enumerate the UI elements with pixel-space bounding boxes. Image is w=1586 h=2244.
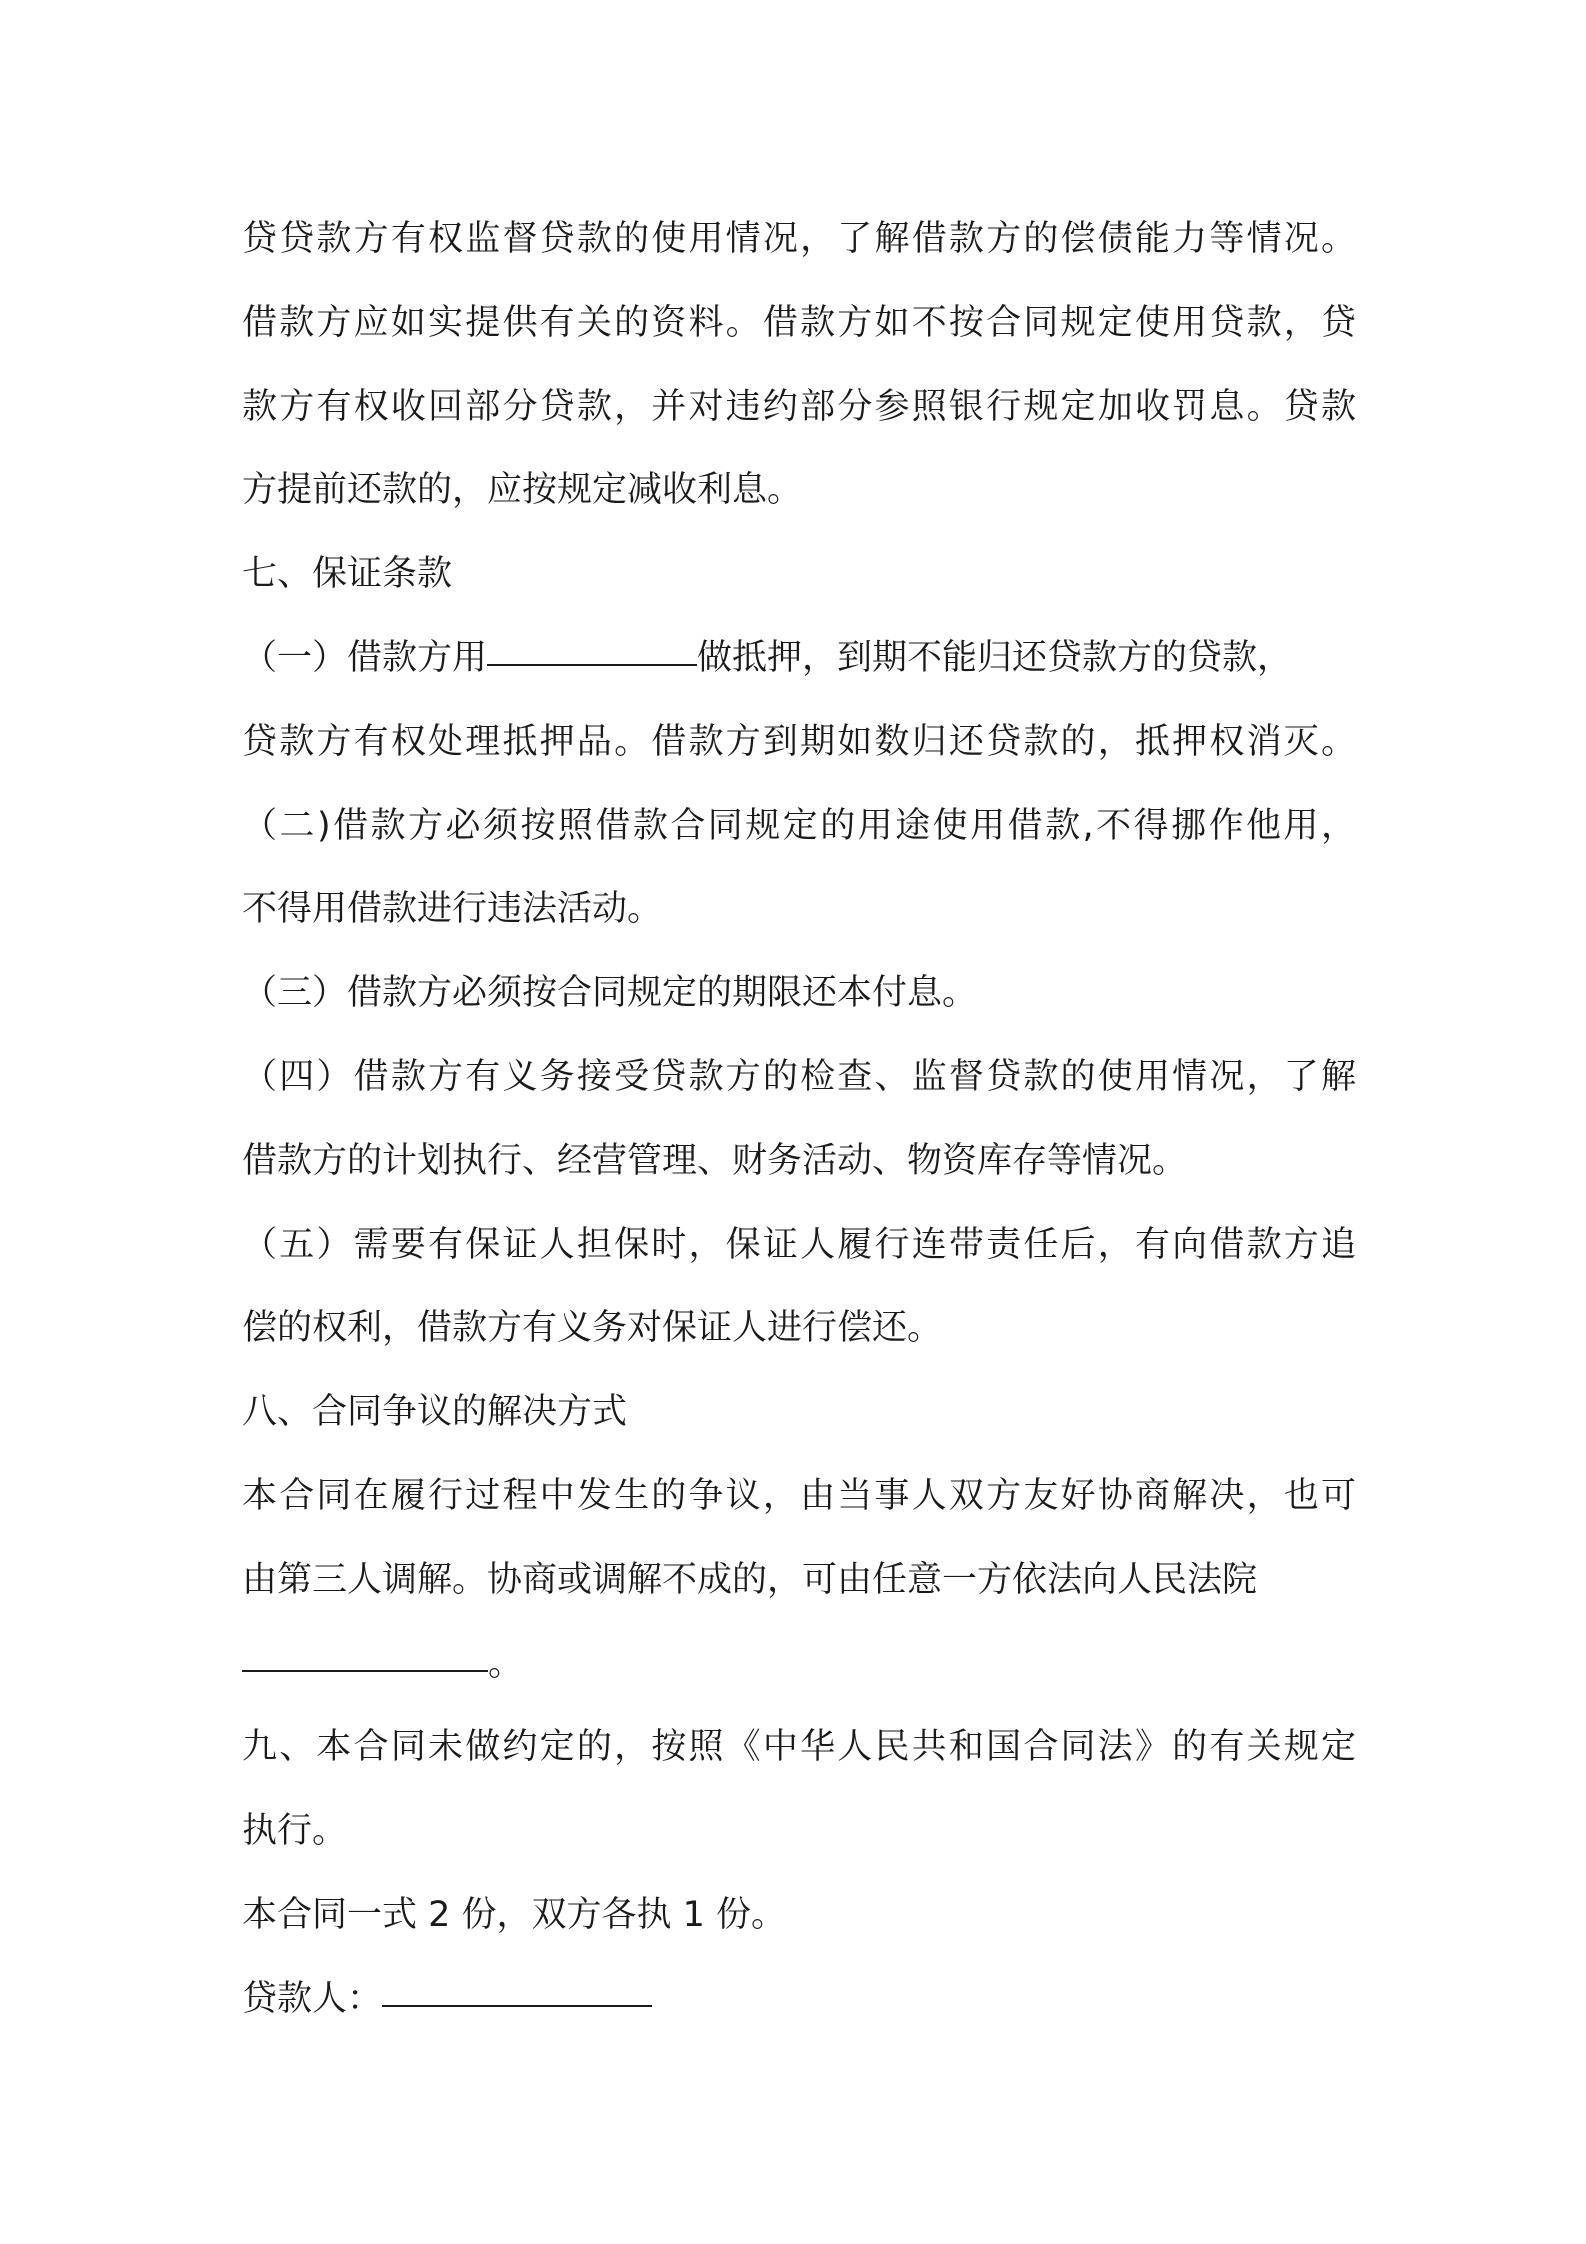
contract-body bbox=[242, 198, 1356, 2042]
paragraph-line: 贷贷款方有权监督贷款的使用情况，了解借款方的偿债能力等情况。 bbox=[242, 219, 1356, 259]
lender-signature-line bbox=[242, 1958, 1356, 2042]
paragraph-line: 由第三人调解。协商或调解不成的，可由任意一方依法向人民法院 bbox=[242, 1559, 1258, 1600]
paragraph-line: （四）借款方有义务接受贷款方的检查、监督贷款的使用情况，了解 bbox=[242, 1056, 1356, 1097]
paragraph-line: 借款方的计划执行、经营管理、财务活动、物资库存等情况。 bbox=[242, 1140, 1188, 1181]
paragraph-line: （五）需要有保证人担保时，保证人履行连带责任后，有向借款方追 bbox=[242, 1224, 1356, 1265]
paragraph-line: 款方有权收回部分贷款，并对违约部分参照银行规定加收罚息。贷款 bbox=[242, 386, 1356, 427]
paragraph-line: 本合同一式 2 份，双方各执 1 份。 bbox=[242, 1894, 787, 1935]
clause-text: 。 bbox=[488, 1643, 524, 1684]
paragraph-line: 贷款方有权处理抵押品。借款方到期如数归还贷款的，抵押权消灭。 bbox=[242, 721, 1356, 762]
section-heading: 九、本合同未做约定的，按照《中华人民共和国合同法》的有关规定 bbox=[242, 1727, 1356, 1768]
paragraph-line: 偿的权利，借款方有义务对保证人进行偿还。 bbox=[242, 1308, 943, 1349]
paragraph-line: 借款方应如实提供有关的资料。借款方如不按合同规定使用贷款，贷 bbox=[242, 302, 1356, 343]
court-blank-line bbox=[242, 1623, 1356, 1707]
paragraph-line: （三）借款方必须按合同规定的期限还本付息。 bbox=[242, 973, 978, 1014]
paragraph-line: 本合同在履行过程中发生的争议，由当事人双方友好协商解决，也可 bbox=[242, 1475, 1356, 1516]
collateral-blank bbox=[487, 663, 697, 666]
clause-line-with-blank bbox=[242, 617, 1356, 701]
paragraph-line: 不得用借款进行违法活动。 bbox=[242, 889, 663, 930]
section-heading: 七、保证条款 bbox=[242, 554, 453, 595]
paragraph-line: （二)借款方必须按照借款合同规定的用途使用借款,不得挪作他用， bbox=[242, 805, 1356, 846]
paragraph-line: 方提前还款的，应按规定减收利息。 bbox=[242, 470, 803, 511]
paragraph-line: 执行。 bbox=[242, 1811, 348, 1852]
section-heading: 八、合同争议的解决方式 bbox=[242, 1392, 628, 1433]
clause-text: （一）借款方用 bbox=[242, 637, 488, 678]
clause-text: 做抵押，到期不能归还贷款方的贷款， bbox=[697, 637, 1293, 678]
court-blank bbox=[242, 1669, 488, 1672]
lender-label: 贷款人： bbox=[242, 1978, 383, 2019]
lender-signature-blank bbox=[382, 2004, 652, 2007]
